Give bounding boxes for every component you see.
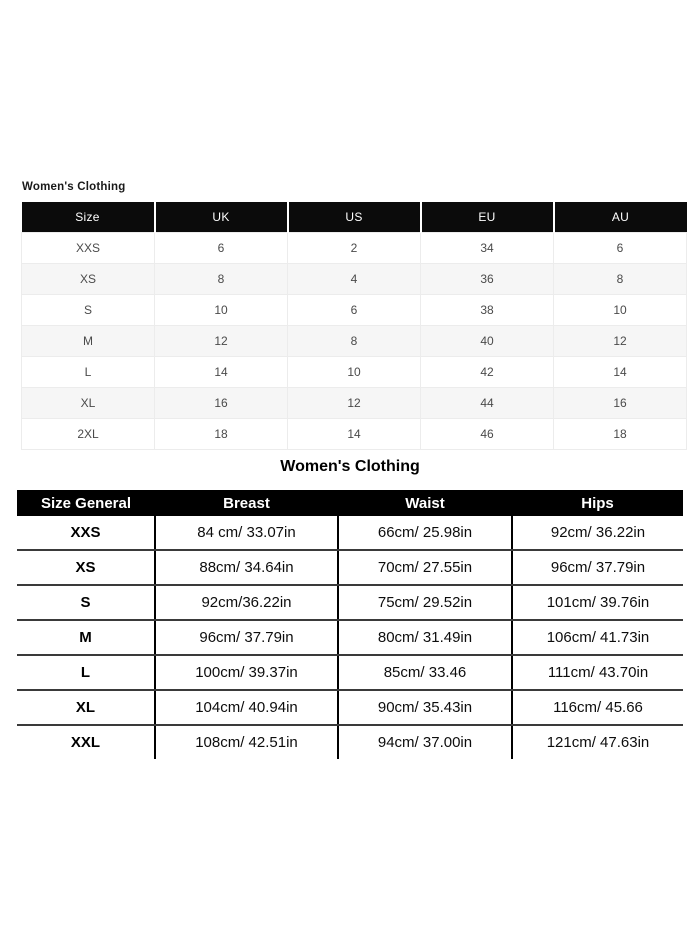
table-cell: 10 [288,357,421,388]
table-row [22,357,687,388]
table-cell: 10 [155,295,288,326]
table-cell: 116cm/ 45.66 [512,690,683,725]
measurements-table-body [17,516,683,759]
measurements-table-header [17,490,683,516]
table-cell: 12 [155,326,288,357]
table-row [17,585,683,620]
table-cell: 8 [288,326,421,357]
table-row [17,690,683,725]
size-label: M [17,620,155,655]
table-cell: 111cm/ 43.70in [512,655,683,690]
size-label: XL [22,388,155,419]
size-label: S [17,585,155,620]
table-cell: 16 [155,388,288,419]
table-row [17,620,683,655]
column-header-hips: Hips [512,490,683,516]
size-label: S [22,295,155,326]
table-cell: 46 [421,419,554,450]
measurements-table-title: Women's Clothing [280,458,420,475]
column-header-au: AU [554,202,687,233]
table-cell: 96cm/ 37.79in [512,550,683,585]
column-header-waist: Waist [338,490,512,516]
table-cell: 16 [554,388,687,419]
table-cell: 10 [554,295,687,326]
column-header-eu: EU [421,202,554,233]
conversion-table-title: Women's Clothing [22,181,126,193]
size-label: L [22,357,155,388]
conversion-header-row [22,202,687,233]
table-cell: 108cm/ 42.51in [155,725,338,759]
table-cell: 106cm/ 41.73in [512,620,683,655]
table-row [17,725,683,759]
table-cell: 94cm/ 37.00in [338,725,512,759]
table-cell: 90cm/ 35.43in [338,690,512,725]
table-row [22,295,687,326]
table-cell: 12 [288,388,421,419]
table-cell: 12 [554,326,687,357]
size-label: XXL [17,725,155,759]
table-row [17,655,683,690]
table-cell: 121cm/ 47.63in [512,725,683,759]
table-cell: 14 [288,419,421,450]
table-cell: 6 [288,295,421,326]
table-cell: 40 [421,326,554,357]
column-header-uk: UK [155,202,288,233]
size-conversion-table [21,202,687,450]
table-cell: 14 [155,357,288,388]
table-cell: 34 [421,233,554,264]
table-cell: 6 [554,233,687,264]
table-cell: 42 [421,357,554,388]
table-cell: 6 [155,233,288,264]
table-cell: 84 cm/ 33.07in [155,516,338,550]
table-cell: 18 [554,419,687,450]
table-cell: 101cm/ 39.76in [512,585,683,620]
table-cell: 88cm/ 34.64in [155,550,338,585]
size-label: XS [17,550,155,585]
table-row [17,550,683,585]
table-row [17,516,683,550]
table-row [22,419,687,450]
table-cell: 96cm/ 37.79in [155,620,338,655]
table-cell: 4 [288,264,421,295]
table-cell: 75cm/ 29.52in [338,585,512,620]
size-label: XXS [17,516,155,550]
table-cell: 44 [421,388,554,419]
table-cell: 66cm/ 25.98in [338,516,512,550]
size-label: L [17,655,155,690]
size-label: XL [17,690,155,725]
table-row [22,233,687,264]
size-label: 2XL [22,419,155,450]
table-cell: 80cm/ 31.49in [338,620,512,655]
table-cell: 18 [155,419,288,450]
size-label: M [22,326,155,357]
size-measurements-table [17,490,683,759]
table-row [22,326,687,357]
table-cell: 8 [155,264,288,295]
conversion-table-header [22,202,687,233]
table-cell: 2 [288,233,421,264]
table-cell: 100cm/ 39.37in [155,655,338,690]
size-label: XXS [22,233,155,264]
table-row [22,264,687,295]
table-row [22,388,687,419]
table-cell: 92cm/36.22in [155,585,338,620]
column-header-breast: Breast [155,490,338,516]
measurements-header-row [17,490,683,516]
table-cell: 8 [554,264,687,295]
table-cell: 85cm/ 33.46 [338,655,512,690]
column-header-us: US [288,202,421,233]
table-cell: 36 [421,264,554,295]
column-header-size: Size [22,202,155,233]
table-cell: 70cm/ 27.55in [338,550,512,585]
table-cell: 104cm/ 40.94in [155,690,338,725]
table-cell: 92cm/ 36.22in [512,516,683,550]
table-cell: 14 [554,357,687,388]
table-cell: 38 [421,295,554,326]
size-label: XS [22,264,155,295]
column-header-size-general: Size General [17,490,155,516]
conversion-table-body [22,233,687,450]
